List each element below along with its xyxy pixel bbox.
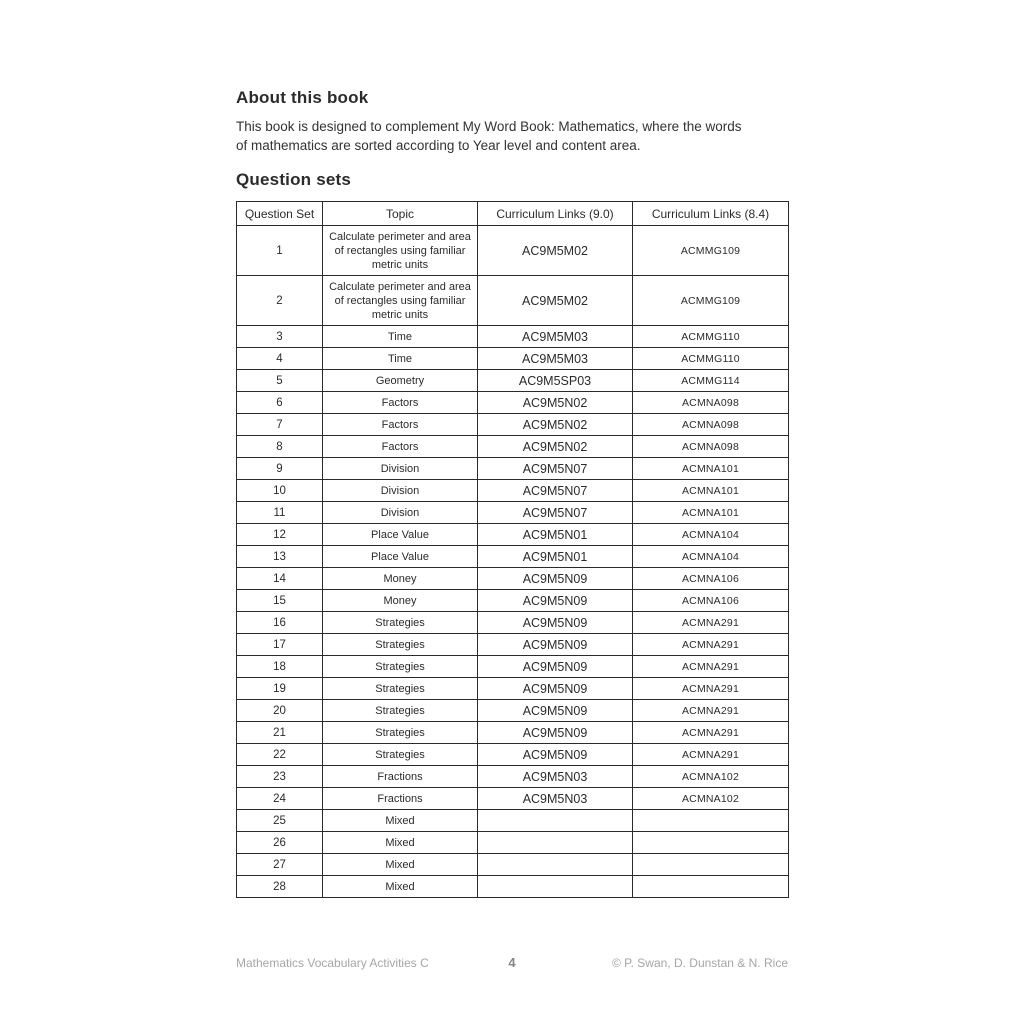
cell-topic: Money	[323, 568, 478, 590]
cell-question-set: 4	[237, 348, 323, 370]
table-header	[237, 202, 789, 226]
table-row	[237, 458, 789, 480]
cell-topic: Time	[323, 326, 478, 348]
cell-topic: Factors	[323, 392, 478, 414]
cell-curriculum-90: AC9M5N09	[478, 590, 633, 612]
cell-curriculum-84	[633, 810, 789, 832]
cell-curriculum-84: ACMNA291	[633, 612, 789, 634]
cell-curriculum-90	[478, 832, 633, 854]
cell-question-set: 24	[237, 788, 323, 810]
cell-curriculum-84	[633, 854, 789, 876]
header-curriculum-links-84: Curriculum Links (8.4)	[633, 202, 789, 226]
cell-curriculum-84: ACMNA291	[633, 656, 789, 678]
cell-curriculum-90: AC9M5N09	[478, 568, 633, 590]
cell-curriculum-84: ACMMG109	[633, 226, 789, 276]
cell-curriculum-90: AC9M5M02	[478, 276, 633, 326]
cell-question-set: 23	[237, 766, 323, 788]
cell-topic: Mixed	[323, 832, 478, 854]
cell-curriculum-84: ACMNA291	[633, 744, 789, 766]
cell-topic: Strategies	[323, 656, 478, 678]
cell-topic: Strategies	[323, 700, 478, 722]
table-row	[237, 590, 789, 612]
footer-book-title: Mathematics Vocabulary Activities C	[236, 955, 429, 970]
cell-curriculum-90	[478, 810, 633, 832]
cell-topic: Strategies	[323, 634, 478, 656]
cell-curriculum-84: ACMNA098	[633, 436, 789, 458]
cell-question-set: 25	[237, 810, 323, 832]
cell-curriculum-90: AC9M5N09	[478, 700, 633, 722]
cell-question-set: 19	[237, 678, 323, 700]
cell-topic: Mixed	[323, 876, 478, 898]
cell-curriculum-84: ACMNA101	[633, 502, 789, 524]
cell-question-set: 22	[237, 744, 323, 766]
cell-question-set: 27	[237, 854, 323, 876]
header-question-set: Question Set	[237, 202, 323, 226]
cell-topic: Fractions	[323, 788, 478, 810]
cell-curriculum-90: AC9M5N09	[478, 634, 633, 656]
cell-curriculum-84: ACMMG109	[633, 276, 789, 326]
footer-copyright: © P. Swan, D. Dunstan & N. Rice	[611, 955, 788, 970]
table-row	[237, 766, 789, 788]
cell-topic: Place Value	[323, 524, 478, 546]
cell-question-set: 10	[237, 480, 323, 502]
cell-curriculum-84: ACMNA101	[633, 458, 789, 480]
table-row	[237, 480, 789, 502]
cell-question-set: 20	[237, 700, 323, 722]
cell-curriculum-90: AC9M5SP03	[478, 370, 633, 392]
cell-curriculum-90: AC9M5N09	[478, 744, 633, 766]
cell-curriculum-84	[633, 832, 789, 854]
cell-curriculum-90: AC9M5N07	[478, 480, 633, 502]
table-row	[237, 326, 789, 348]
header-topic: Topic	[323, 202, 478, 226]
table-row	[237, 348, 789, 370]
cell-question-set: 16	[237, 612, 323, 634]
cell-topic: Mixed	[323, 854, 478, 876]
cell-curriculum-90: AC9M5N09	[478, 656, 633, 678]
cell-question-set: 1	[237, 226, 323, 276]
cell-question-set: 13	[237, 546, 323, 568]
cell-topic: Time	[323, 348, 478, 370]
cell-curriculum-90: AC9M5N07	[478, 458, 633, 480]
table-row	[237, 854, 789, 876]
question-sets-table	[236, 201, 789, 898]
cell-question-set: 3	[237, 326, 323, 348]
table-row	[237, 832, 789, 854]
header-curriculum-links-90: Curriculum Links (9.0)	[478, 202, 633, 226]
cell-question-set: 6	[237, 392, 323, 414]
cell-topic: Strategies	[323, 678, 478, 700]
cell-curriculum-84: ACMNA102	[633, 788, 789, 810]
cell-curriculum-90: AC9M5N03	[478, 766, 633, 788]
cell-curriculum-84: ACMNA291	[633, 634, 789, 656]
cell-curriculum-84: ACMNA098	[633, 392, 789, 414]
cell-question-set: 9	[237, 458, 323, 480]
cell-question-set: 26	[237, 832, 323, 854]
table-row	[237, 568, 789, 590]
table-row	[237, 524, 789, 546]
cell-question-set: 5	[237, 370, 323, 392]
table-row	[237, 276, 789, 326]
cell-curriculum-84: ACMNA291	[633, 678, 789, 700]
cell-question-set: 11	[237, 502, 323, 524]
cell-topic: Calculate perimeter and area of rectangles using familiar metric units	[323, 276, 478, 326]
cell-question-set: 17	[237, 634, 323, 656]
cell-question-set: 12	[237, 524, 323, 546]
cell-curriculum-84: ACMNA106	[633, 590, 789, 612]
cell-topic: Place Value	[323, 546, 478, 568]
cell-topic: Strategies	[323, 744, 478, 766]
cell-topic: Mixed	[323, 810, 478, 832]
cell-curriculum-84: ACMNA104	[633, 524, 789, 546]
footer-page-number: 4	[508, 955, 516, 970]
cell-topic: Strategies	[323, 722, 478, 744]
about-heading: About this book	[236, 88, 369, 107]
cell-curriculum-84: ACMMG110	[633, 348, 789, 370]
cell-topic: Money	[323, 590, 478, 612]
table-row	[237, 876, 789, 898]
cell-curriculum-84: ACMNA102	[633, 766, 789, 788]
table-row	[237, 436, 789, 458]
table-row	[237, 612, 789, 634]
about-paragraph: This book is designed to complement My Word Book: Mathematics, where the words of mathematics are sorted according to Year level and content area.	[236, 119, 742, 153]
cell-curriculum-90: AC9M5M02	[478, 226, 633, 276]
table-row	[237, 370, 789, 392]
cell-topic: Calculate perimeter and area of rectangles using familiar metric units	[323, 226, 478, 276]
cell-question-set: 2	[237, 276, 323, 326]
cell-curriculum-90: AC9M5N09	[478, 722, 633, 744]
cell-topic: Strategies	[323, 612, 478, 634]
cell-topic: Geometry	[323, 370, 478, 392]
page-content	[236, 88, 788, 898]
question-sets-heading: Question sets	[236, 170, 352, 189]
table-row	[237, 656, 789, 678]
cell-curriculum-84: ACMNA104	[633, 546, 789, 568]
cell-curriculum-90	[478, 876, 633, 898]
cell-curriculum-84: ACMMG114	[633, 370, 789, 392]
cell-curriculum-90: AC9M5N09	[478, 678, 633, 700]
cell-topic: Division	[323, 502, 478, 524]
table-row	[237, 678, 789, 700]
cell-question-set: 14	[237, 568, 323, 590]
cell-curriculum-90: AC9M5N02	[478, 392, 633, 414]
table-row	[237, 788, 789, 810]
cell-question-set: 28	[237, 876, 323, 898]
table-row	[237, 392, 789, 414]
table-row	[237, 634, 789, 656]
cell-topic: Factors	[323, 414, 478, 436]
cell-curriculum-90: AC9M5N01	[478, 524, 633, 546]
cell-curriculum-84	[633, 876, 789, 898]
table-row	[237, 546, 789, 568]
cell-curriculum-90: AC9M5N01	[478, 546, 633, 568]
cell-curriculum-90: AC9M5N03	[478, 788, 633, 810]
page-footer	[236, 955, 788, 970]
cell-curriculum-90: AC9M5M03	[478, 326, 633, 348]
cell-topic: Factors	[323, 436, 478, 458]
cell-curriculum-84: ACMNA098	[633, 414, 789, 436]
table-row	[237, 414, 789, 436]
table-row	[237, 744, 789, 766]
table-row	[237, 810, 789, 832]
cell-curriculum-90: AC9M5N02	[478, 436, 633, 458]
cell-question-set: 18	[237, 656, 323, 678]
table-row	[237, 502, 789, 524]
cell-question-set: 15	[237, 590, 323, 612]
table-row	[237, 722, 789, 744]
cell-topic: Division	[323, 480, 478, 502]
cell-curriculum-84: ACMNA291	[633, 700, 789, 722]
cell-curriculum-90: AC9M5M03	[478, 348, 633, 370]
table-row	[237, 226, 789, 276]
cell-question-set: 8	[237, 436, 323, 458]
cell-curriculum-90: AC9M5N02	[478, 414, 633, 436]
cell-curriculum-90: AC9M5N07	[478, 502, 633, 524]
cell-question-set: 21	[237, 722, 323, 744]
table-header-row	[237, 202, 789, 226]
cell-curriculum-84: ACMMG110	[633, 326, 789, 348]
cell-topic: Fractions	[323, 766, 478, 788]
cell-topic: Division	[323, 458, 478, 480]
cell-curriculum-84: ACMNA291	[633, 722, 789, 744]
cell-curriculum-84: ACMNA101	[633, 480, 789, 502]
table-body	[237, 226, 789, 898]
cell-curriculum-84: ACMNA106	[633, 568, 789, 590]
cell-question-set: 7	[237, 414, 323, 436]
cell-curriculum-90: AC9M5N09	[478, 612, 633, 634]
table-row	[237, 700, 789, 722]
cell-curriculum-90	[478, 854, 633, 876]
